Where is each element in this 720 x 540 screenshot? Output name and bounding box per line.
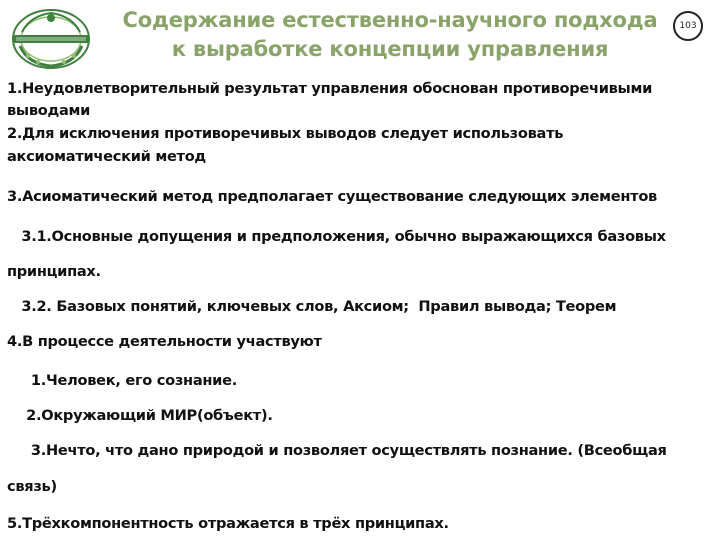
body-line: 3.Асиоматический метод предполагает существование следующих элементов — [7, 188, 657, 205]
page-number-badge: 103 — [673, 11, 703, 41]
body-line: принципах. — [7, 263, 101, 280]
body-line: выводами — [7, 102, 91, 119]
body-line: 1.Человек, его сознание. — [7, 372, 237, 389]
body-line: 2.Для исключения противоречивых выводов следует использовать — [7, 125, 564, 142]
body-line: 3.2. Базовых понятий, ключевых слов, Аксиом; Правил вывода; Теорем — [7, 298, 617, 315]
title-line-2: к выработке концепции управления — [171, 37, 609, 61]
body-line: 5.Трёхкомпонентность отражается в трёх принципах. — [7, 515, 449, 532]
body-line: 2.Окружающий МИР(объект). — [7, 407, 273, 424]
body-line: аксиоматический метод — [7, 148, 206, 165]
body-line: связь) — [7, 478, 57, 495]
wreath-emblem-icon — [8, 6, 94, 72]
body-line: 3.1.Основные допущения и предположения, обычно выражающихся базовых — [7, 228, 666, 245]
body-line: 3.Нечто, что дано природой и позволяет осуществлять познание. (Всеобщая — [7, 442, 667, 459]
body-line: 1.Неудовлетворительный результат управления обоснован противоречивыми — [7, 80, 653, 97]
body-line: 4.В процессе деятельности участвуют — [7, 333, 322, 350]
title-line-1: Содержание естественно-научного подхода — [122, 8, 658, 32]
organization-logo — [8, 6, 94, 72]
slide-title — [110, 6, 670, 64]
